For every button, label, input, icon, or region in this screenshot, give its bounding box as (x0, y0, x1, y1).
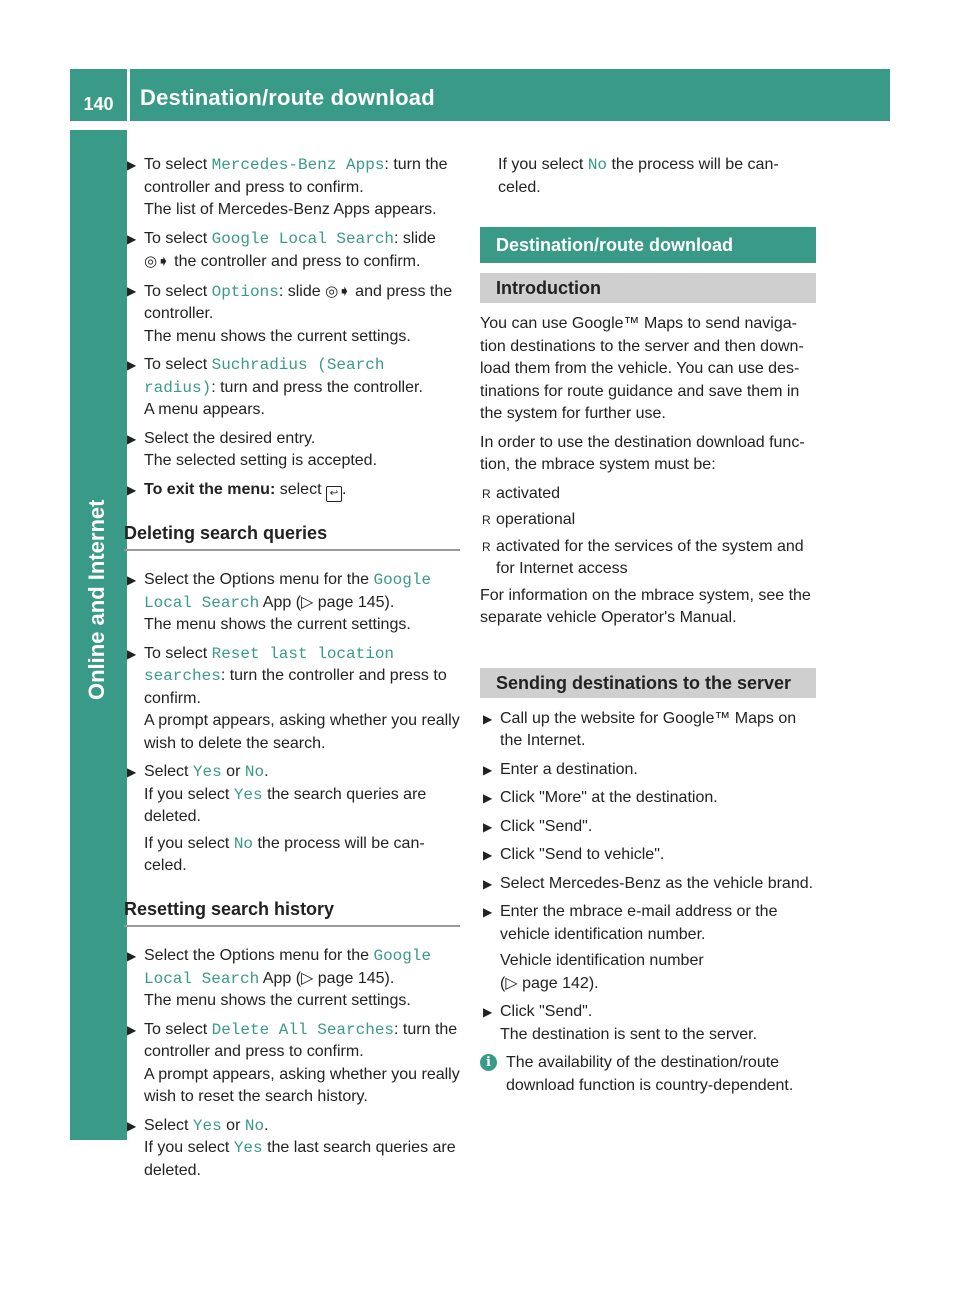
list-item: R operational (480, 509, 816, 532)
intro-paragraph: For information on the mbrace system, see the separate vehicle Operator's Manual. (480, 586, 811, 626)
step-item: ▶ To select Google Local Search: slide ◎➧ the controller and press to confirm. (127, 229, 436, 270)
controller-slide-icon: ◎➧ (144, 252, 170, 270)
step-item: ▶ To select Suchradius (Search radius): turn and press the controller. A menu appears. (127, 356, 423, 418)
list-item: R activated (480, 483, 816, 506)
continued-text: If you select No the process will be canceled. (498, 156, 779, 196)
step-item: ▶ To exit the menu: select ↩ . (124, 479, 460, 502)
step-arrow-icon: ▶ (483, 819, 493, 834)
step-arrow-icon: ▶ (127, 1022, 137, 1037)
page-reference[interactable]: ▷ page 145 (301, 593, 385, 611)
step-item: ▶ Click "Send". The destination is sent to the server. (483, 1003, 758, 1043)
info-icon: i (480, 1054, 497, 1071)
step-item: ▶ Select the Options menu for the Google Local Search App (▷ page 145). The menu shows the current settings. (127, 571, 432, 633)
step-item: ▶ Click "Send to vehicle". (480, 844, 816, 867)
info-note: i The availability of the destination/route download function is country-dependent. (480, 1052, 816, 1097)
step-arrow-icon: ▶ (483, 905, 493, 919)
step-arrow-icon: ▶ (127, 283, 137, 298)
step-arrow-icon: ▶ (483, 791, 493, 805)
controller-slide-icon: ◎➧ (325, 281, 351, 300)
step-item: ▶ Select Mercedes-Benz as the vehicle brand. (480, 873, 816, 896)
bullet-icon: R (482, 486, 491, 501)
menu-item-code: Mercedes-Benz Apps (211, 156, 385, 174)
step-arrow-icon: ▶ (483, 1005, 493, 1019)
step-arrow-icon: ▶ (483, 711, 493, 726)
left-column (124, 154, 460, 1188)
step-item: ▶ To select Options: slide ◎➧ and press the controller. The menu shows the current settings. (127, 281, 453, 345)
step-arrow-icon: ▶ (127, 949, 137, 963)
step-item: ▶ Select Yes or No. If you select Yes the search queries are deleted. If you select No the process will be canceled. (127, 763, 427, 874)
step-arrow-icon: ▶ (127, 158, 137, 172)
step-item: ▶ Enter the mbrace e-mail address or the vehicle identification number. Vehicle identification number (▷ page 142). (480, 901, 816, 995)
list-item: R activated for the services of the system and for Internet access (482, 537, 804, 577)
section-heading: Deleting search queries (124, 522, 460, 552)
bullet-icon: R (482, 513, 491, 527)
step-arrow-icon: ▶ (127, 231, 137, 246)
step-arrow-icon: ▶ (127, 573, 137, 587)
step-arrow-icon: ▶ (127, 358, 137, 372)
step-item: ▶ To select Mercedes-Benz Apps: turn the controller and press to confirm. The list of Mercedes-Benz Apps appears. (127, 156, 448, 218)
bullet-icon: R (482, 539, 491, 554)
step-item: ▶ Select the desired entry. The selected setting is accepted. (127, 429, 378, 469)
step-arrow-icon: ▶ (483, 848, 493, 862)
step-arrow-icon: ▶ (483, 876, 493, 891)
step-item: ▶ Click "Send". (480, 816, 816, 839)
step-item: ▶ Select the Options menu for the Google Local Search App (▷ page 145). The menu shows the current settings. (127, 947, 432, 1009)
step-item: ▶ Click "More" at the destination. (480, 787, 816, 810)
step-item: ▶ Select Yes or No. If you select Yes the last search queries are deleted. (127, 1116, 456, 1179)
step-item: ▶ To select Delete All Searches: turn the controller and press to confirm. A prompt appears, asking whether you really wish to reset the search history. (127, 1020, 460, 1105)
step-arrow-icon: ▶ (127, 646, 137, 661)
step-item: ▶ To select Reset last location searches: turn the controller and press to confirm. A prompt appears, asking whether you really wish to delete the search. (127, 644, 460, 752)
back-icon: ↩ (326, 486, 342, 502)
page-title: Destination/route download (140, 85, 435, 110)
subsection-title: Sending destinations to the server (480, 668, 816, 698)
right-column (480, 154, 816, 1097)
page-reference[interactable]: (▷ page 142). (500, 974, 599, 992)
step-arrow-icon: ▶ (483, 762, 493, 777)
step-arrow-icon: ▶ (127, 482, 137, 497)
section-title-box: Destination/route download (480, 227, 816, 263)
step-item: ▶ Call up the website for Google™ Maps on the Internet. (483, 709, 797, 749)
step-arrow-icon: ▶ (127, 431, 137, 446)
step-arrow-icon: ▶ (127, 765, 137, 779)
intro-paragraph: You can use Google™ Maps to send navigation destinations to the server and then download them from the vehicle. You can use destinations for route guidance and save them in the system for further use. (480, 315, 804, 422)
step-item: ▶ Enter a destination. (480, 759, 816, 782)
subsection-title: Introduction (480, 273, 816, 303)
step-arrow-icon: ▶ (127, 1118, 137, 1133)
page-reference[interactable]: ▷ page 145 (301, 969, 385, 987)
page-number: 140 (83, 94, 114, 114)
side-section-label: Online and Internet (84, 499, 109, 700)
section-heading: Resetting search history (124, 898, 460, 928)
header-divider (127, 69, 130, 121)
intro-paragraph: In order to use the destination download function, the mbrace system must be: (480, 433, 805, 473)
